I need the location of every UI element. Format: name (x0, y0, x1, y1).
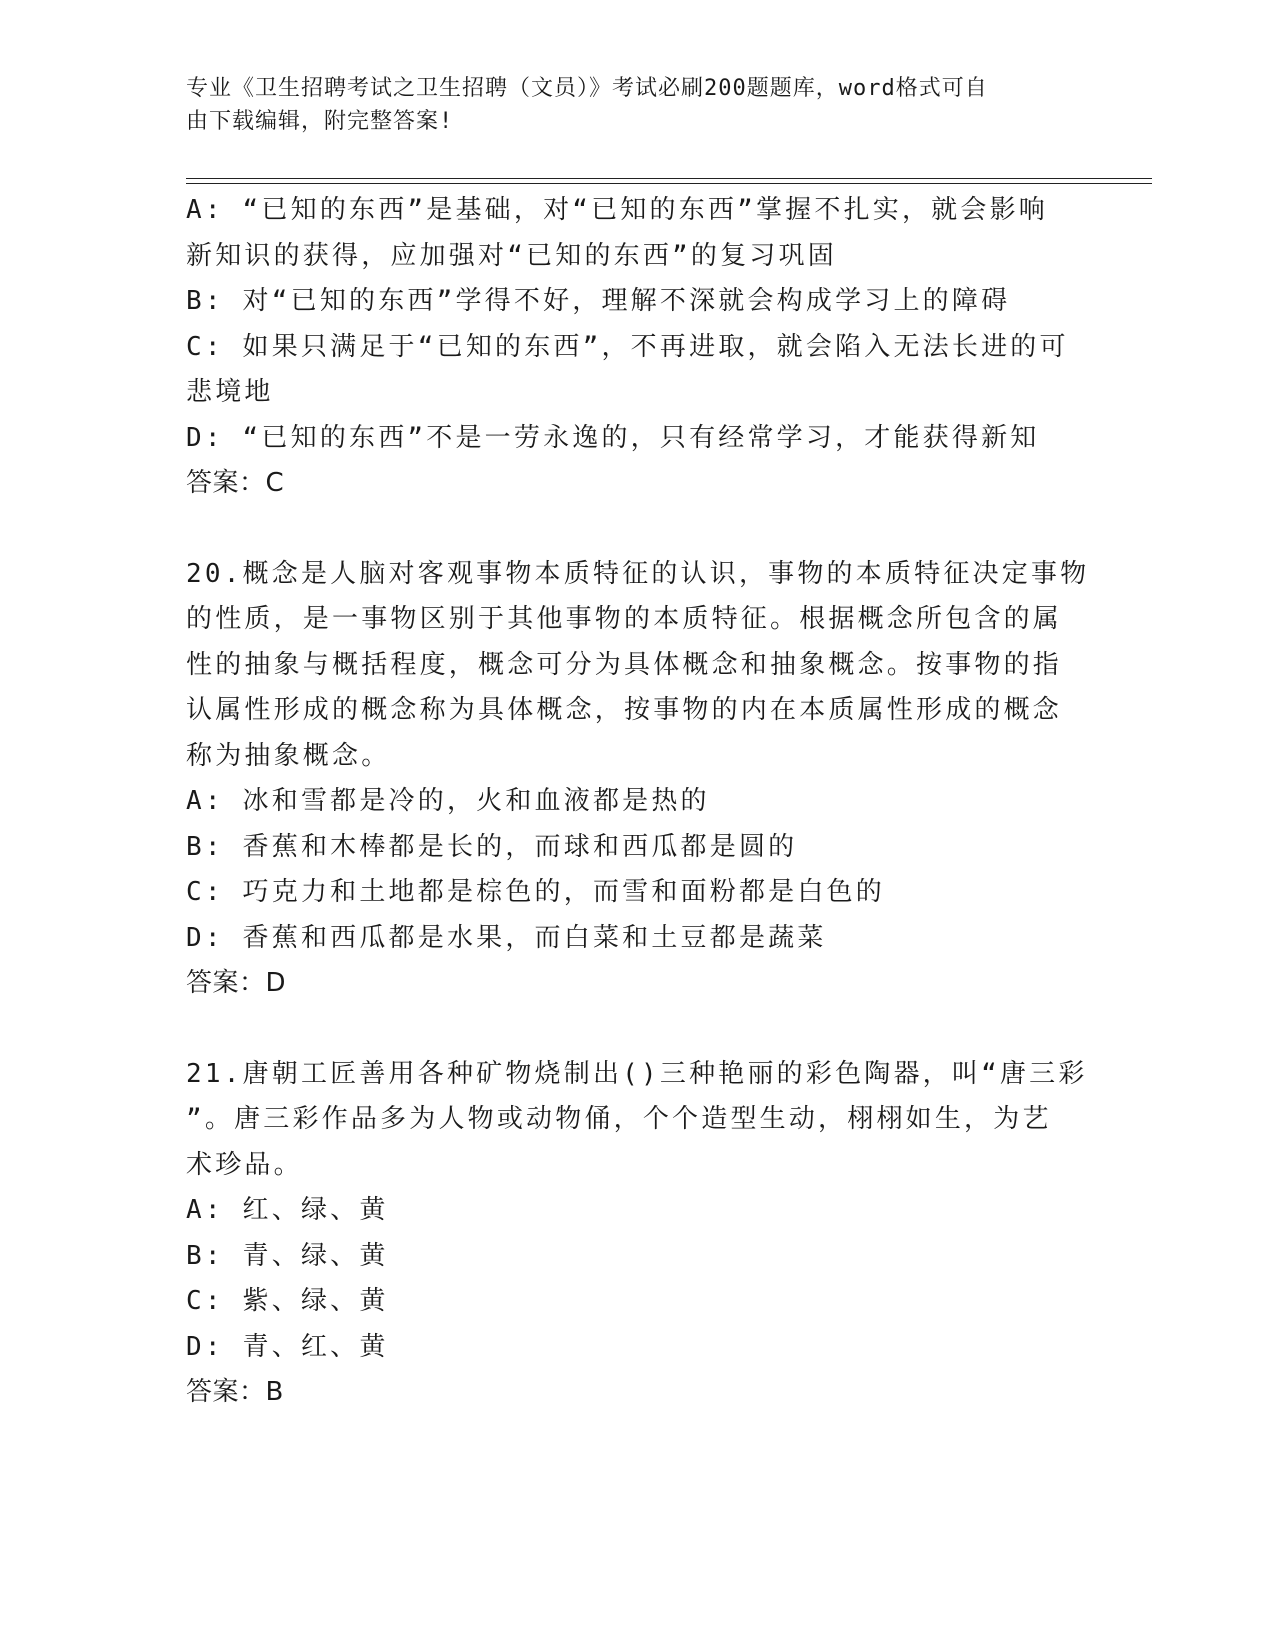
question-text-line: 称为抽象概念。 (186, 740, 391, 771)
option-line: C: 如果只满足于“已知的东西”，不再进取，就会陷入无法长进的可 (186, 331, 1069, 362)
option-line: 悲境地 (186, 377, 274, 407)
header-rule-bottom (186, 183, 1152, 184)
answer-21: 答案：B (186, 1377, 284, 1407)
option-line: D: 香蕉和西瓜都是水果，而白菜和土豆都是蔬菜 (186, 922, 827, 953)
option-line: C: 紫、绿、黄 (186, 1286, 389, 1316)
header-line-1: 专业《卫生招聘考试之卫生招聘（文员）》考试必刷200题题库，word格式可自 (186, 76, 988, 101)
question-text-line: 性的抽象与概括程度，概念可分为具体概念和抽象概念。按事物的指 (186, 649, 1063, 680)
answer-19: 答案：C (186, 468, 285, 498)
option-line: A: 红、绿、黄 (186, 1195, 389, 1225)
option-line: B: 对“已知的东西”学得不好，理解不深就会构成学习上的障碍 (186, 286, 1011, 316)
question-text-line: 术珍品。 (186, 1149, 303, 1180)
option-line: D: “已知的东西”不是一劳永逸的，只有经常学习，才能获得新知 (186, 422, 1040, 453)
option-line: B: 青、绿、黄 (186, 1240, 389, 1271)
question-spacer (186, 507, 1086, 552)
question-text-line: 20.概念是人脑对客观事物本质特征的认识，事物的本质特征决定事物 (186, 558, 1090, 589)
option-line: B: 香蕉和木棒都是长的，而球和西瓜都是圆的 (186, 831, 798, 862)
question-text-line: ”。唐三彩作品多为人物或动物俑，个个造型生动，栩栩如生，为艺 (186, 1104, 1052, 1134)
question-20 (186, 552, 1090, 1007)
option-line: 新知识的获得，应加强对“已知的东西”的复习巩固 (186, 240, 837, 271)
question-19-options (186, 188, 1086, 507)
document-header (186, 72, 1066, 138)
question-text-line: 21.唐朝工匠善用各种矿物烧制出()三种艳丽的彩色陶器，叫“唐三彩 (186, 1058, 1088, 1089)
question-spacer (186, 1007, 1086, 1052)
answer-20: 答案：D (186, 968, 287, 998)
header-line-2: 由下载编辑，附完整答案! (186, 109, 454, 134)
option-line: A: “已知的东西”是基础，对“已知的东西”掌握不扎实，就会影响 (186, 195, 1048, 225)
header-rule-top (186, 178, 1152, 179)
question-text-line: 的性质，是一事物区别于其他事物的本质特征。根据概念所包含的属 (186, 604, 1063, 634)
question-21 (186, 1052, 1086, 1416)
option-line: C: 巧克力和土地都是棕色的，而雪和面粉都是白色的 (186, 877, 885, 907)
option-line: D: 青、红、黄 (186, 1331, 389, 1362)
document-body (186, 188, 1090, 1416)
option-line: A: 冰和雪都是冷的，火和血液都是热的 (186, 786, 710, 816)
question-text-line: 认属性形成的概念称为具体概念，按事物的内在本质属性形成的概念 (186, 695, 1063, 725)
